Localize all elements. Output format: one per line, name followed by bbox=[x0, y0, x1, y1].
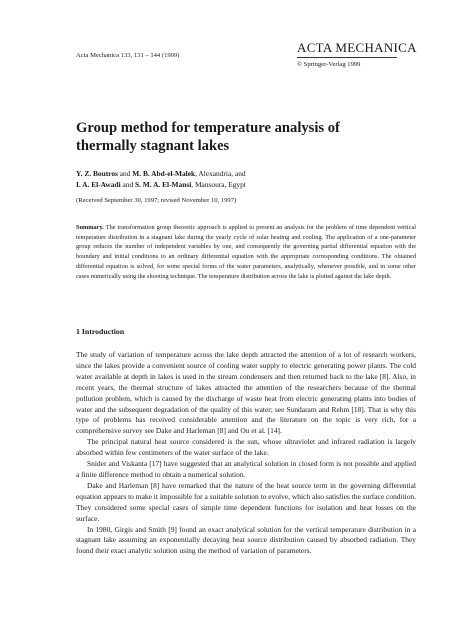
paragraph: Snider and Viskanta [17] have suggested that an analytical solution in closed form is not possible and applied a finite difference method to obtain a numerical solution. bbox=[76, 459, 416, 479]
author-line-1 bbox=[76, 168, 416, 179]
author-affiliation: , Mansoura, Egypt bbox=[191, 180, 246, 189]
paragraph: In 1980, Girgis and Smith [9] found an exact analytical solution for the vertical temperature distribution in a stagnant lake assuming an exponentially decaying heat source distribution caused by absorbed radiation. They found their exact analytic solution using the method of variation of parameters. bbox=[76, 524, 416, 556]
author-name: Y. Z. Boutros bbox=[76, 169, 118, 178]
paragraph: The study of variation of temperature across the lake depth attracted the attention of a lot of research workers, since the lakes provide a convenient source of cooling water supply to electric generating power plants. The cold water available at depth in lakes is used in the stream condensers and then returned back to the lake [8]. Also, in recent years, the thermal structure of lakes attracted the attention of the researchers because of the thermal pollution problem, which is caused by the discharge of waste heat from electric generating plants into bodies of water and the subsequent degradation of the quality of this water; see Sundaram and Rehm [18]. That is why this type of problems has received considerable attention and the literature on the topic is very rich, for a comprehensive survey see Dake and Harleman [8] and Ou et al. [14]. bbox=[76, 350, 416, 436]
author-line-2 bbox=[76, 179, 416, 190]
summary-label: Summary. bbox=[76, 224, 104, 231]
author-conjunction: and bbox=[117, 169, 133, 178]
author-affiliation: , Alexandria, and bbox=[195, 169, 246, 178]
author-name: I. A. El-Awadi bbox=[76, 180, 121, 189]
summary-text: The transformation group theoretic approach is applied to present an analysis for the problem of time dependent vertical temperature distribution in a stagnant lake during the yearly cycle of solar heating and cooling. The application of a one-parameter group reduces the number of independent variables by one, and consequently the governing partial differential equation with the boundary and initial conditions to an ordinary differential equation with the appropriate corresponding conditions. The obtained differential equation is solved, for some special forms of the water parameters, analytically, whenever possible, and in some other cases numerically using the shooting technique. The temperature distribution across the lake is plotted against the lake depth. bbox=[76, 224, 416, 280]
copyright-notice: © Springer-Verlag 1999 bbox=[297, 61, 361, 68]
paragraph: Dake and Harleman [8] have remarked that the nature of the heat source term in the governing differential equation appears to make it impossible for a suitable solution to evolve, which also satisfies the surface condition. They considered some special cases of simple time dependent functions for isolation and heat losses on the surface. bbox=[76, 480, 416, 523]
author-block bbox=[76, 168, 416, 190]
author-conjunction: and bbox=[120, 180, 135, 189]
introduction-body bbox=[76, 350, 416, 557]
summary-abstract bbox=[76, 223, 416, 281]
journal-reference: Acta Mechanica 133, 131 – 144 (1999) bbox=[76, 52, 180, 59]
paragraph: The principal natural heat source considered is the sun, whose ultraviolet and infrared radiation is largely absorbed within few centimeters of the water surface of the lake. bbox=[76, 437, 416, 458]
journal-name: ACTA MECHANICA bbox=[297, 40, 417, 55]
section-heading-introduction: 1 Introduction bbox=[76, 327, 125, 336]
author-name: S. M. A. El-Mansi bbox=[135, 180, 192, 189]
article-title: Group method for temperature analysis of thermally stagnant lakes bbox=[76, 120, 340, 154]
header-rule bbox=[297, 57, 397, 58]
author-name: M. B. Abd-el-Malek bbox=[132, 169, 196, 178]
received-dates: (Received September 30, 1997; revised November 10, 1997) bbox=[76, 197, 237, 204]
